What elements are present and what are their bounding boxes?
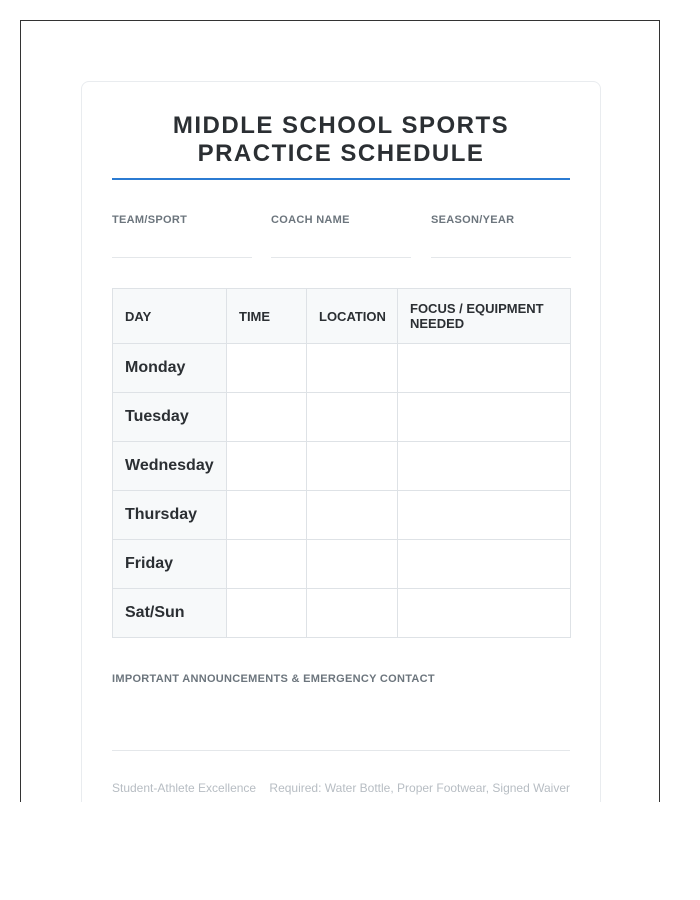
focus-cell[interactable] [398,540,571,589]
team-sport-field[interactable] [112,214,252,226]
day-cell: Friday [113,540,227,589]
table-row [113,393,571,442]
coach-name-label: COACH NAME [271,214,350,226]
table-row [113,344,571,393]
location-cell[interactable] [307,589,398,638]
focus-cell[interactable] [398,491,571,540]
time-cell[interactable] [227,344,307,393]
footer-requirements: Required: Water Bottle, Proper Footwear, Signed Waiver [269,781,570,795]
page-frame [20,20,660,802]
focus-cell[interactable] [398,589,571,638]
title-divider [112,178,570,180]
header-focus-equipment: FOCUS / EQUIPMENT NEEDED [398,289,571,344]
focus-cell[interactable] [398,344,571,393]
announcements-label: IMPORTANT ANNOUNCEMENTS & EMERGENCY CONTACT [112,673,435,685]
page-title: MIDDLE SCHOOL SPORTS PRACTICE SCHEDULE [172,112,510,167]
season-year-line[interactable] [431,257,571,258]
table-row [113,491,571,540]
team-sport-label: TEAM/SPORT [112,214,188,226]
focus-cell[interactable] [398,442,571,491]
footer-tagline: Student-Athlete Excellence [112,781,257,795]
location-cell[interactable] [307,393,398,442]
table-header-row [113,289,571,344]
day-cell: Monday [113,344,227,393]
table-row [113,540,571,589]
schedule-card [81,81,601,802]
header-day: DAY [113,289,227,344]
day-cell: Sat/Sun [113,589,227,638]
announcements-line[interactable] [112,750,570,751]
time-cell[interactable] [227,393,307,442]
day-cell: Thursday [113,491,227,540]
time-cell[interactable] [227,442,307,491]
season-year-label: SEASON/YEAR [431,214,515,226]
day-cell: Wednesday [113,442,227,491]
header-time: TIME [227,289,307,344]
coach-name-field[interactable] [271,214,411,226]
header-location: LOCATION [307,289,398,344]
location-cell[interactable] [307,442,398,491]
time-cell[interactable] [227,540,307,589]
time-cell[interactable] [227,491,307,540]
season-year-field[interactable] [431,214,571,226]
table-row [113,442,571,491]
time-cell[interactable] [227,589,307,638]
day-cell: Tuesday [113,393,227,442]
team-sport-line[interactable] [112,257,252,258]
practice-schedule-table [112,288,571,638]
location-cell[interactable] [307,491,398,540]
location-cell[interactable] [307,344,398,393]
location-cell[interactable] [307,540,398,589]
table-row [113,589,571,638]
focus-cell[interactable] [398,393,571,442]
coach-name-line[interactable] [271,257,411,258]
